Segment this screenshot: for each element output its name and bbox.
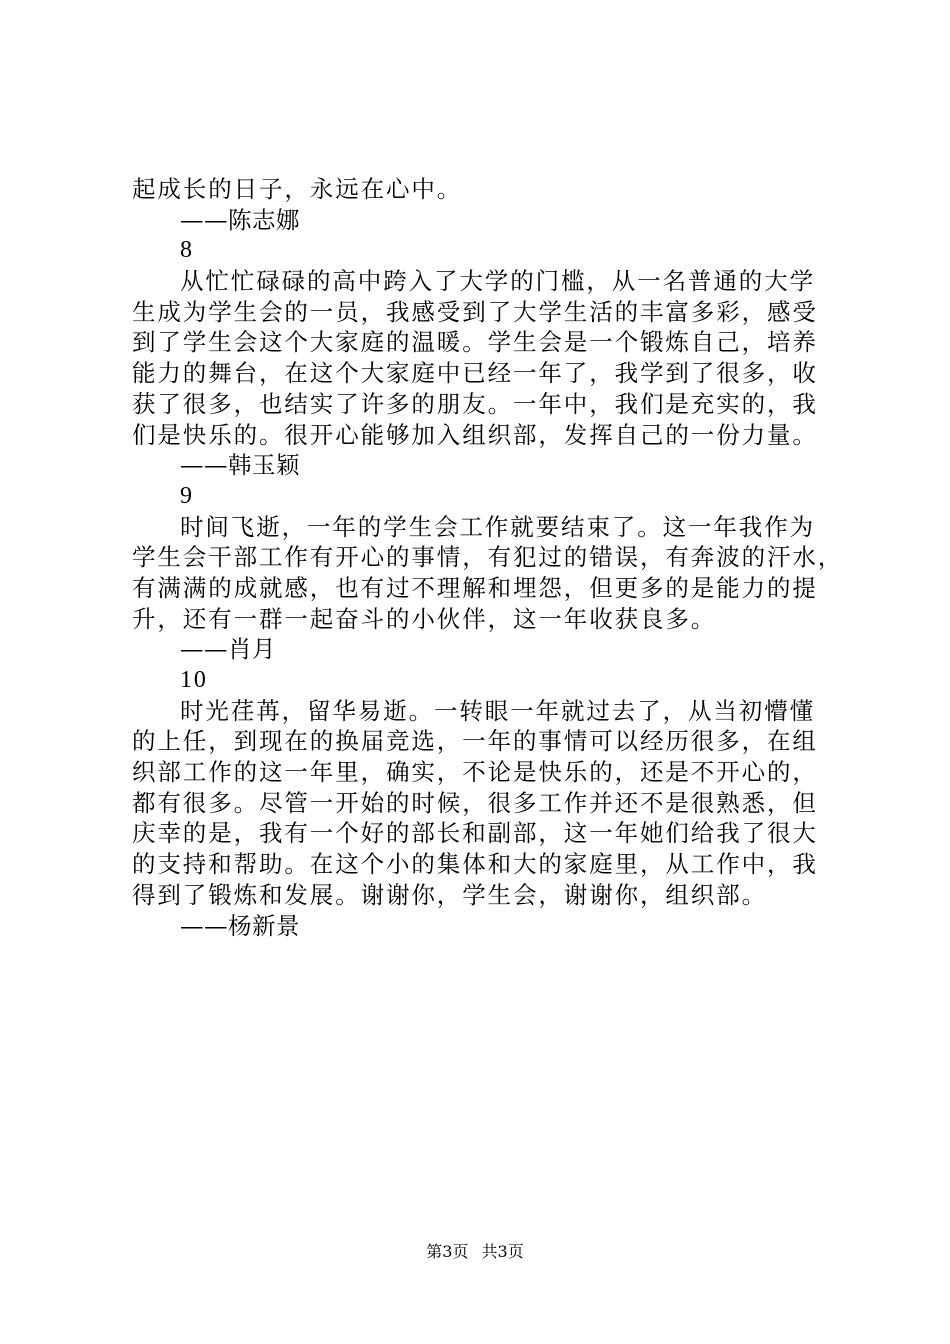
author-signature: ——陈志娜 — [180, 205, 300, 234]
author-signature: ——肖月 — [180, 635, 276, 664]
paragraph-line: 庆幸的是，我有一个好的部长和副部，这一年她们给我了很大 — [132, 819, 818, 848]
paragraph-line: 时间飞逝，一年的学生会工作就要结束了。这一年我作为 — [180, 512, 815, 541]
paragraph-line: 获了很多，也结实了许多的朋友。一年中，我们是充实的，我 — [132, 389, 818, 418]
document-body — [132, 174, 844, 941]
page-footer — [0, 1242, 950, 1262]
author-signature: ——韩玉颖 — [180, 451, 300, 480]
paragraph-line: 升，还有一群一起奋斗的小伙伴，这一年收获良多。 — [132, 604, 717, 633]
page-number-total: 共3页 — [481, 1242, 524, 1261]
paragraph-line: 学生会干部工作有开心的事情，有犯过的错误，有奔波的汗水， — [132, 543, 844, 572]
paragraph-line: 到了学生会这个大家庭的温暖。学生会是一个锻炼自己，培养 — [132, 328, 818, 357]
paragraph-line: 生成为学生会的一员，我感受到了大学生活的丰富多彩，感受 — [132, 297, 818, 326]
page-number-current: 第3页 — [426, 1242, 469, 1261]
paragraph-line: 有满满的成就感，也有过不理解和埋怨，但更多的是能力的提 — [132, 573, 818, 602]
paragraph-line: 时光荏苒，留华易逝。一转眼一年就过去了，从当初懵懂 — [180, 696, 815, 725]
paragraph-line: 织部工作的这一年里，确实，不论是快乐的，还是不开心的， — [132, 758, 818, 787]
entry-number: 8 — [180, 237, 194, 264]
paragraph-line: 的支持和帮助。在这个小的集体和大的家庭里，从工作中，我 — [132, 850, 818, 879]
entry-number: 9 — [180, 482, 194, 509]
paragraph-line: 的上任，到现在的换届竞选，一年的事情可以经历很多，在组 — [132, 727, 818, 756]
paragraph-line: 能力的舞台，在这个大家庭中已经一年了，我学到了很多，收 — [132, 359, 818, 388]
paragraph-line: 得到了锻炼和发展。谢谢你，学生会，谢谢你，组织部。 — [132, 880, 767, 909]
paragraph-line: 们是快乐的。很开心能够加入组织部，发挥自己的一份力量。 — [132, 420, 818, 449]
paragraph-line: 都有很多。尽管一开始的时候，很多工作并还不是很熟悉，但 — [132, 788, 818, 817]
author-signature: ——杨新景 — [180, 911, 300, 940]
entry-number: 10 — [180, 667, 208, 693]
paragraph-line: 从忙忙碌碌的高中跨入了大学的门槛，从一名普通的大学 — [180, 267, 815, 296]
paragraph-line: 起成长的日子，永远在心中。 — [132, 175, 463, 203]
